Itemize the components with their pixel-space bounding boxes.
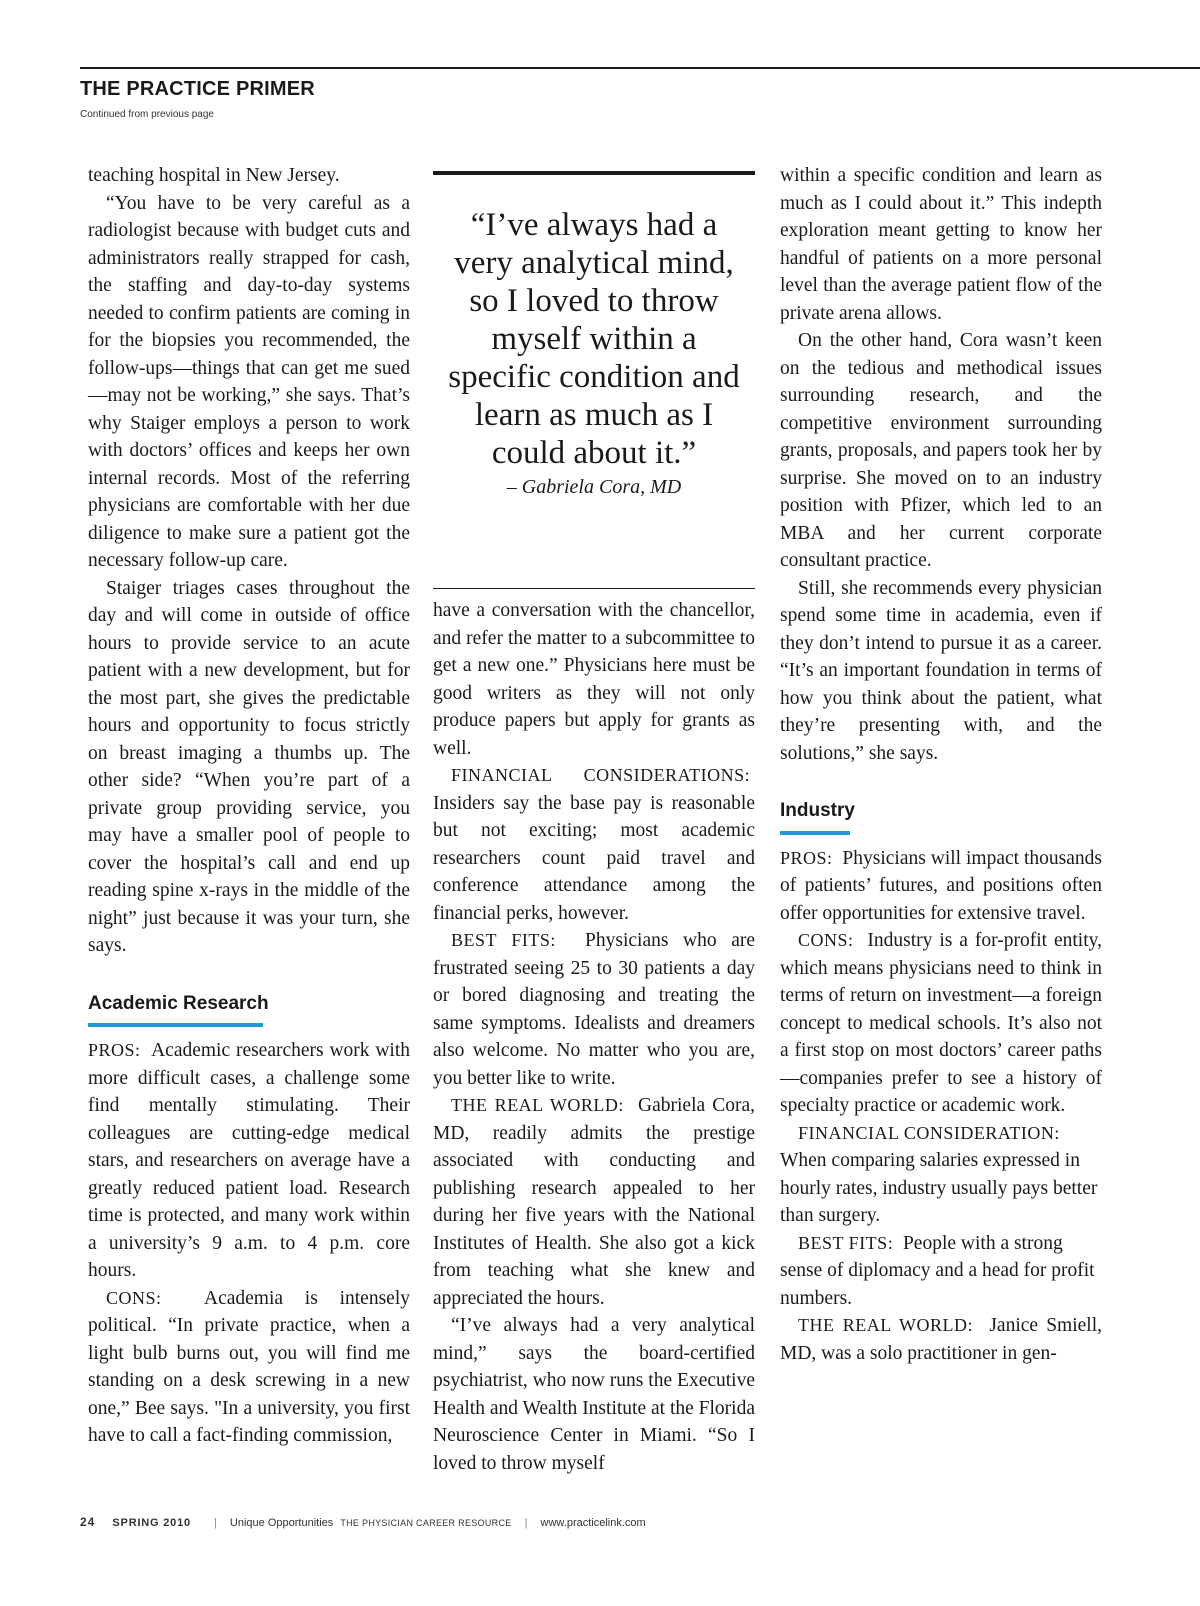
pros-paragraph — [88, 1037, 410, 1285]
pros-paragraph — [780, 845, 1102, 928]
paragraph: within a specific condition and learn as much as I could about it.” This indepth exploration meant getting to know her handful of patients on a more personal level than the average patient flow of the private arena allows. — [780, 165, 1102, 324]
best-fits-text: People with a strong sense of diplomacy and a head for profit numbers. — [780, 1232, 1095, 1309]
best-fits-paragraph — [780, 1230, 1102, 1313]
real-world-label: THE REAL WORLD: — [451, 1095, 624, 1115]
publication-tagline: THE PHYSICIAN CAREER RESOURCE — [340, 1518, 512, 1528]
paragraph: have a conversation with the chancellor, and refer the matter to a subcommittee to get a new one.” Physicians here must be good writers as they will not only produce papers but apply for grants as well. — [433, 600, 755, 759]
real-world-paragraph — [433, 1092, 755, 1312]
best-fits-label: BEST FITS: — [451, 930, 556, 950]
financial-text: When comparing salaries expressed in hourly rates, industry usually pays better than surgery. — [780, 1150, 1098, 1226]
publication-name: Unique Opportunities — [229, 1517, 334, 1529]
cons-paragraph — [780, 927, 1102, 1120]
real-world-paragraph — [780, 1312, 1102, 1367]
cons-label: CONS: — [106, 1287, 162, 1308]
pros-label: PROS: — [780, 847, 833, 868]
paragraph: “You have to be very careful as a radiologist because with budget cuts and administrators really strapped for cash, the staffing and day-to-day systems needed to confirm patients are coming in for the biopsies you recommended, the follow-ups—things that can get me sued—may not be working,” she says. That’s why Staiger employs a person to work with doctors’ offices and keeps her own internal records. Most of the referring physicians are comfortable with her due diligence to make sure a patient got the necessary follow-up care. — [88, 192, 410, 571]
page-footer — [80, 1515, 646, 1529]
issue-season: SPRING 2010 — [112, 1517, 191, 1529]
pull-quote-attribution: – Gabriela Cora, MD — [506, 476, 682, 498]
subhead-academic-research: Academic Research — [88, 990, 410, 1028]
real-world-text: Janice Smiell, MD, was a solo practitioner in gen- — [780, 1315, 1102, 1364]
paragraph: On the other hand, Cora wasn’t keen on the tedious and methodical issues surrounding research, and the competitive environment surrounding grants, proposals, and papers took her by surprise. She moved on to an industry position with Pfizer, which led to an MBA and her current corporate consultant practice. — [780, 330, 1102, 571]
paragraph: teaching hospital in New Jersey. — [88, 165, 340, 186]
real-world-label: THE REAL WORLD: — [798, 1315, 974, 1335]
best-fits-label: BEST FITS: — [798, 1232, 894, 1253]
header-rule — [80, 67, 1200, 69]
real-world-text: Gabriela Cora, MD, readily admits the prestige associated with conducting and publishing research appealed to her during her five years with the National Institutes of Health. She also got a kick from teaching what she knew and appreciated the hours. — [433, 1095, 755, 1309]
paragraph: Still, she recommends every physician spend some time in academia, even if they don’t intend to pursue it as a career. “It’s an important foundation in terms of how you think about the patient, what they’re presenting with, and the solutions,” she says. — [780, 577, 1102, 764]
cons-paragraph — [88, 1285, 410, 1450]
cons-text: Academia is intensely political. “In private practice, when a light bulb burns out, you will find me standing on a desk screwing in a new one,” Bee says. "In a university, you first have to call a fact-finding commission, — [88, 1287, 410, 1446]
cons-label: CONS: — [798, 930, 854, 950]
website-link[interactable]: www.practicelink.com — [540, 1517, 646, 1529]
financial-label: FINANCIAL CONSIDERATION: — [798, 1122, 1060, 1143]
footer-separator: | — [524, 1517, 528, 1529]
best-fits-text: Physicians who are frustrated seeing 25 to 30 patients a day or bored diagnosing and treating the same symptoms. Idealists and dreamers also welcome. No matter who you are, you better like to write. — [433, 930, 755, 1089]
financial-paragraph — [780, 1120, 1102, 1230]
financial-label: FINANCIAL CONSIDERATIONS: — [451, 765, 751, 785]
footer-separator: | — [214, 1517, 217, 1529]
subhead-industry: Industry — [780, 797, 1102, 835]
cons-text: Industry is a for-profit entity, which means physicians need to think in terms of return on investment—a foreign concept to medical schools. It’s also not a first stop on most doctors’ career paths—companies prefer to see a history of specialty practice or academic work. — [780, 930, 1103, 1116]
best-fits-paragraph — [433, 927, 755, 1092]
pros-text: Physicians will impact thousands of patients’ futures, and positions often offer opportunities for extensive travel. — [780, 847, 1102, 924]
pros-text: Academic researchers work with more difficult cases, a challenge some find mentally stimulating. Their colleagues are cutting-edge medical stars, and researchers on average have a greatly reduced patient load. Research time is protected, and many work within a university’s 9 a.m. to 4 p.m. core hours. — [88, 1040, 410, 1281]
column-2 — [433, 597, 755, 1477]
section-title: THE PRACTICE PRIMER — [80, 78, 315, 100]
continued-note: Continued from previous page — [80, 109, 214, 120]
pull-quote — [433, 171, 755, 589]
column-3 — [780, 162, 1102, 1367]
financial-paragraph — [433, 762, 755, 927]
pull-quote-text: “I’ve always had a very analytical mind, so I loved to throw myself within a specific condition and learn as much as I could about it.” — [448, 207, 740, 471]
paragraph: Staiger triages cases throughout the day and will come in outside of office hours to provide service to an acute patient with a new development, but for the most part, she gives the predictable hours and opportunity to focus strictly on breast imaging a thumbs up. The other side? “When you’re part of a private group providing service, you may have a smaller pool of people to cover the hospital’s call and end up reading spine x-rays in the middle of the night” just because it was your turn, she says. — [88, 577, 410, 956]
page-number: 24 — [80, 1515, 96, 1529]
column-1 — [88, 162, 410, 1450]
financial-text: Insiders say the base pay is reasonable but not exciting; most academic researchers count paid travel and conference attendance among the financial perks, however. — [433, 792, 755, 924]
pros-label: PROS: — [88, 1040, 141, 1060]
paragraph: “I’ve always had a very analytical mind,” says the board-certified psychiatrist, who now runs the Executive Health and Wealth Institute at the Florida Neuroscience Center in Miami. “So I loved to throw myself — [433, 1315, 755, 1474]
